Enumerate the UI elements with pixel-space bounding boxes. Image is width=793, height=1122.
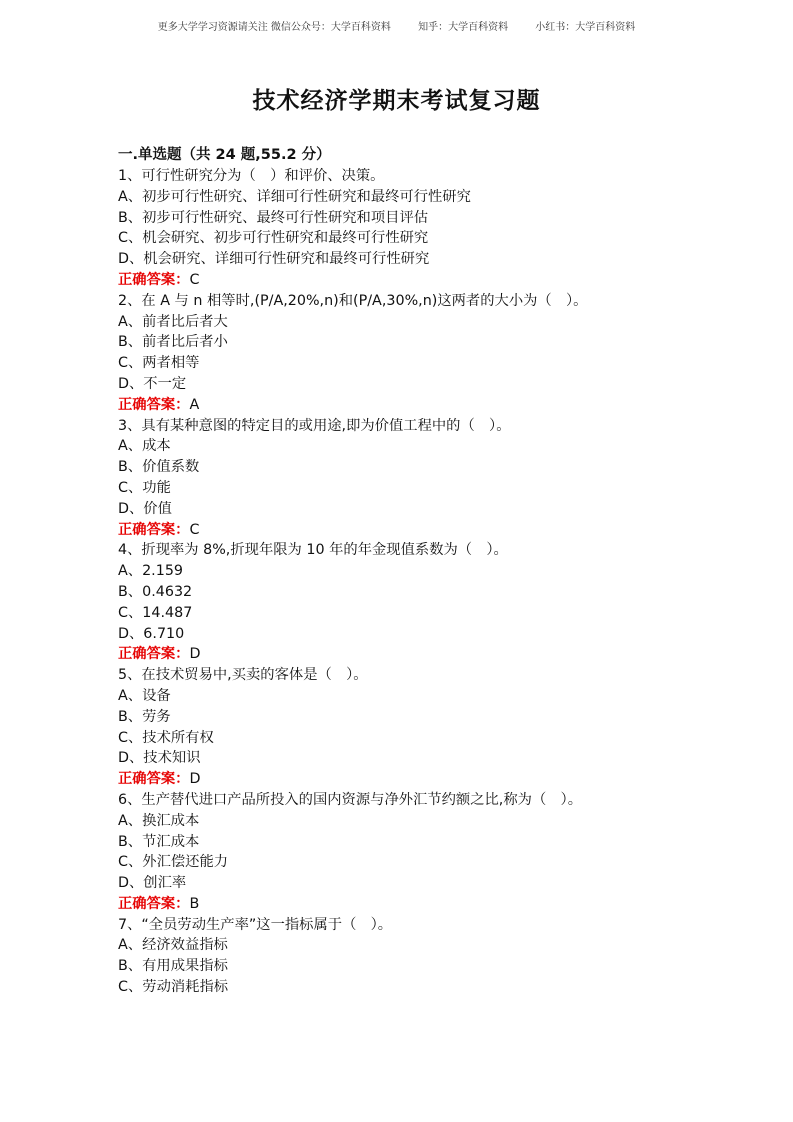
answer-option: A、经济效益指标	[118, 937, 228, 954]
answer-option: D、价值	[118, 500, 172, 517]
question-stem: 2、在 A 与 n 相等时,(P/A,20%,n)和(P/A,30%,n)这两者的大小为（ ）。	[118, 292, 588, 309]
question-block	[118, 416, 718, 541]
answer-option: C、机会研究、初步可行性研究和最终可行性研究	[118, 230, 429, 247]
section-heading: 一.单选题（共 24 题,55.2 分）	[118, 147, 331, 163]
answer-option: A、换汇成本	[118, 812, 200, 829]
answer-option: C、功能	[118, 479, 171, 496]
answer-option: A、设备	[118, 687, 171, 704]
answer-option: A、2.159	[118, 563, 184, 580]
correct-answer-value: B	[189, 895, 200, 912]
answer-option: A、成本	[118, 438, 171, 455]
answer-option: C、外汇偿还能力	[118, 854, 229, 871]
answer-option: B、有用成果指标	[118, 958, 228, 975]
correct-answer-label: 正确答案：	[118, 895, 190, 912]
correct-answer	[118, 395, 718, 416]
correct-answer	[118, 894, 718, 915]
answer-option: B、前者比后者小	[118, 334, 228, 351]
question-stem: 1、可行性研究分为（ ）和评价、决策。	[118, 168, 385, 184]
question-stem: 6、生产替代进口产品所投入的国内资源与净外汇节约额之比,称为（ ）。	[118, 791, 582, 808]
answer-option: A、前者比后者大	[118, 313, 228, 330]
answer-option: B、劳务	[118, 708, 171, 725]
question-stem: 4、折现率为 8%,折现年限为 10 年的年金现值系数为（ ）。	[118, 542, 508, 559]
answer-option: C、技术所有权	[118, 729, 214, 746]
header-zhihu: 知乎：大学百科资料	[418, 22, 509, 33]
answer-option: B、初步可行性研究、最终可行性研究和项目评估	[118, 209, 429, 226]
answer-option: B、价值系数	[118, 459, 200, 476]
answer-option: D、不一定	[118, 375, 187, 392]
correct-answer-value: C	[189, 271, 200, 288]
correct-answer	[118, 644, 718, 665]
answer-option: D、6.710	[118, 625, 185, 642]
question-list	[118, 166, 718, 998]
question-block	[118, 915, 718, 998]
answer-option: C、两者相等	[118, 355, 200, 372]
correct-answer	[118, 520, 718, 541]
correct-answer-label: 正确答案：	[118, 646, 190, 663]
answer-option: B、节汇成本	[118, 833, 200, 850]
question-stem: 7、“全员劳动生产率”这一指标属于（ ）。	[118, 916, 393, 933]
correct-answer-value: A	[189, 396, 200, 413]
correct-answer	[118, 769, 718, 790]
answer-option: C、劳动消耗指标	[118, 979, 229, 996]
correct-answer-value: D	[189, 646, 201, 663]
question-block	[118, 790, 718, 915]
answer-option: D、创汇率	[118, 875, 187, 892]
question-stem: 5、在技术贸易中,买卖的客体是（ ）。	[118, 667, 368, 684]
question-block	[118, 540, 718, 665]
correct-answer-label: 正确答案：	[118, 271, 190, 288]
question-stem: 3、具有某种意图的特定目的或用途,即为价值工程中的（ ）。	[118, 417, 511, 434]
answer-option: A、初步可行性研究、详细可行性研究和最终可行性研究	[118, 188, 471, 205]
correct-answer-label: 正确答案：	[118, 521, 190, 538]
answer-option: B、0.4632	[118, 583, 193, 600]
header-xiaohongshu: 小红书：大学百科资料	[535, 22, 636, 33]
answer-option: D、机会研究、详细可行性研究和最终可行性研究	[118, 251, 430, 268]
correct-answer	[118, 270, 718, 291]
answer-option: C、14.487	[118, 604, 193, 621]
correct-answer-value: D	[189, 771, 201, 788]
correct-answer-label: 正确答案：	[118, 396, 190, 413]
question-block	[118, 665, 718, 790]
correct-answer-label: 正确答案：	[118, 771, 190, 788]
question-block	[118, 291, 718, 416]
document-title: 技术经济学期末考试复习题	[252, 88, 541, 114]
answer-option: D、技术知识	[118, 750, 201, 767]
question-block	[118, 166, 718, 291]
correct-answer-value: C	[189, 521, 200, 538]
page-header	[0, 18, 793, 33]
document-body	[118, 145, 718, 998]
header-promo: 更多大学学习资源请关注 微信公众号：大学百科资料	[157, 22, 391, 33]
